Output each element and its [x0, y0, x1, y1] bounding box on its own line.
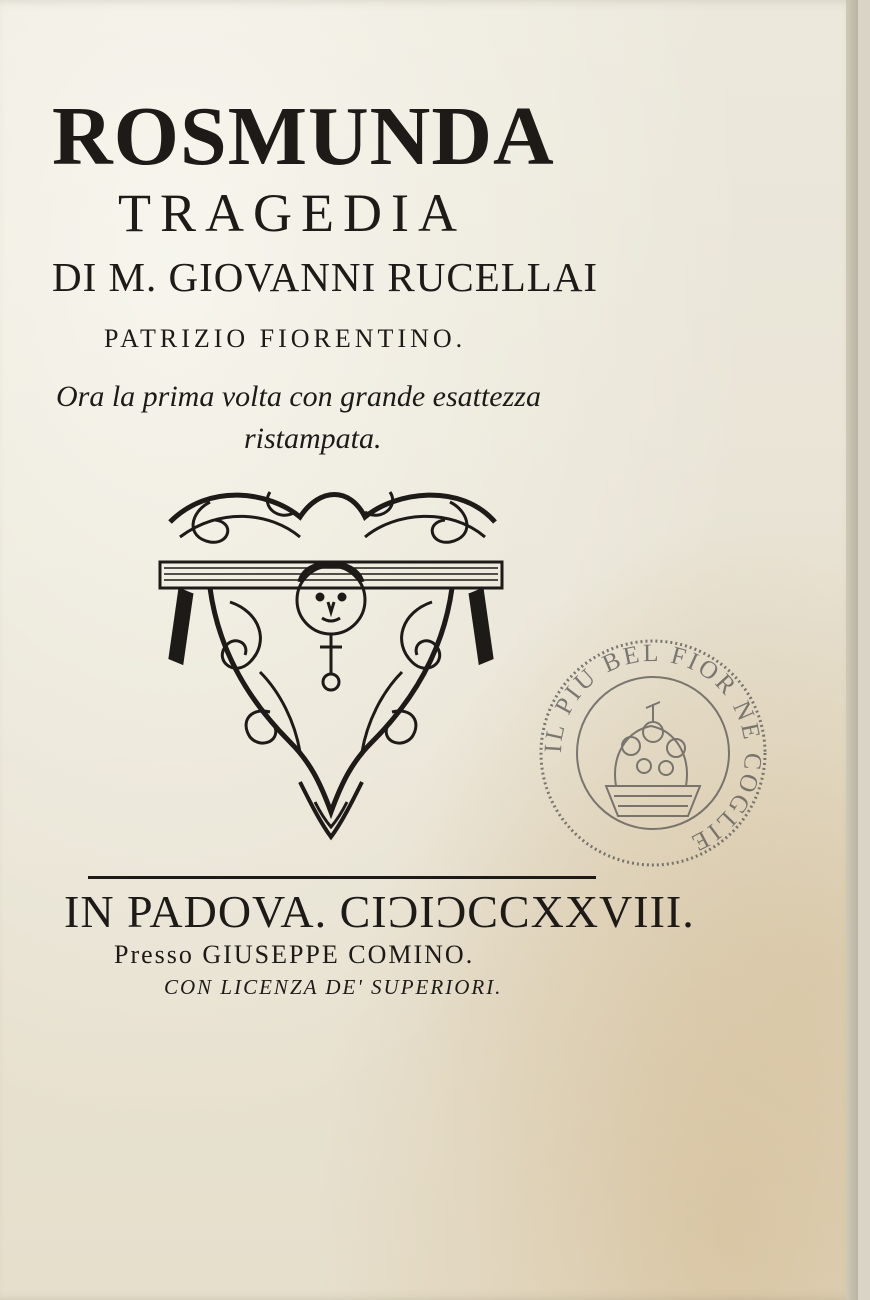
cherub-cartouche-ornament-icon: [150, 482, 512, 842]
author-descriptor: PATRIZIO FIORENTINO.: [104, 324, 467, 353]
stamp-text: IL PIU BEL FIOR NE COGLIE: [539, 639, 767, 858]
edition-note-line-1: Ora la prima volta con grande esattezza: [56, 380, 541, 413]
svg-text:IL PIU BEL FIOR NE COGLIE: [540, 640, 767, 857]
author-line: DI M. GIOVANNI RUCELLAI: [52, 254, 599, 300]
page-edge: [846, 0, 858, 1300]
book-subtitle: TRAGEDIA: [118, 183, 466, 243]
imprint-printer: Presso GIUSEPPE COMINO.: [114, 940, 475, 969]
imprint-license: CON LICENZA DE' SUPERIORI.: [164, 975, 503, 999]
book-title: ROSMUNDA: [52, 90, 555, 183]
edition-note-line-2: ristampata.: [244, 422, 382, 455]
imprint-city-year: IN PADOVA. CIƆIƆCCXXVIII.: [64, 886, 695, 937]
imprint-rule: [88, 876, 596, 879]
circular-library-stamp-icon: [536, 636, 770, 870]
